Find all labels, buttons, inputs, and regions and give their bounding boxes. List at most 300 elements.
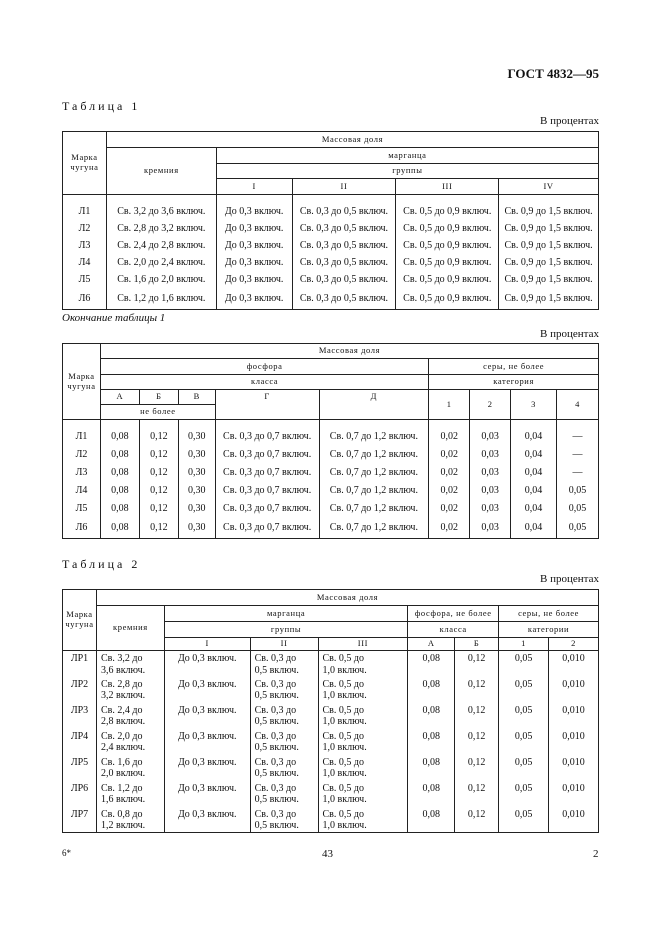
- table2-cell: [408, 807, 455, 833]
- table2-kremniya-header: кремния: [96, 606, 164, 651]
- table2-cell-line: 0,05: [514, 756, 533, 768]
- table1-group-header: I: [216, 179, 292, 195]
- table1-unit: В процентах: [540, 115, 599, 127]
- table2-cell-line: 1,0 включ.: [322, 664, 367, 676]
- table1b-cell: 0,03: [470, 464, 511, 482]
- table2-row-marka-line: ЛР3: [70, 704, 89, 716]
- table2-kremniya-cell-line: Св. 2,4 до: [100, 704, 143, 716]
- table2-kategorii-header: категории: [499, 622, 599, 638]
- table2-cell-line: 0,08: [422, 756, 441, 768]
- table2-row-marka: [63, 651, 97, 677]
- table1b-category-header: 4: [557, 390, 599, 420]
- table2-cell: [499, 807, 549, 833]
- table2-cell-line: Св. 0,5 до: [322, 704, 364, 716]
- table2-cell: [250, 729, 318, 755]
- table2-row: [63, 651, 599, 677]
- table2-row-marka-line: ЛР6: [70, 782, 89, 794]
- table2-cell-line: Св. 0,5 до: [322, 730, 364, 742]
- table2-cell-line: Св. 0,5 до: [322, 756, 364, 768]
- table2-row-marka: [63, 703, 97, 729]
- table2-row-marka: [63, 781, 97, 807]
- table2-caption: Таблица 2: [62, 557, 141, 571]
- table2-kremniya-cell-line: 1,6 включ.: [100, 794, 146, 805]
- table1b-cell: 0,30: [178, 500, 215, 518]
- table2-cell-line: 0,010: [562, 730, 585, 742]
- table2-cell-line: Св. 0,3 до: [254, 808, 297, 820]
- table2-cell-line: 0,05: [514, 653, 533, 664]
- table2-kremniya-cell-line: Св. 2,8 до: [100, 678, 143, 690]
- table1-group-header: IV: [499, 179, 599, 195]
- table2-kremniya-cell: [96, 677, 164, 703]
- table1-row: [63, 289, 599, 310]
- table1-cell: Св. 0,9 до 1,5 включ.: [499, 272, 599, 289]
- table2-cell-line: 0,05: [514, 808, 533, 820]
- table1b-cell: —: [557, 446, 599, 464]
- table2-cell: [250, 651, 318, 677]
- table1-cell: Св. 1,6 до 2,0 включ.: [106, 272, 216, 289]
- table2-marka-header: Марка чугуна: [63, 590, 97, 651]
- table2-cell-line: 0,010: [562, 808, 585, 820]
- table2-cell-line: 0,12: [467, 808, 486, 820]
- table2-unit: В процентах: [540, 573, 599, 585]
- table1b-row: [63, 482, 599, 500]
- table2-cell: [499, 651, 549, 677]
- table1b-cell: Св. 0,3 до 0,7 включ.: [215, 464, 319, 482]
- table1b-row: [63, 446, 599, 464]
- table2-cell-line: 0,12: [467, 730, 486, 742]
- table2-row: [63, 755, 599, 781]
- table2-cell-line: Св. 0,5 до: [322, 808, 364, 820]
- table2-cell: [455, 677, 499, 703]
- table2-row: [63, 729, 599, 755]
- table2-cell: [455, 807, 499, 833]
- table2-cell-line: До 0,3 включ.: [177, 653, 237, 664]
- table2-cell-line: Св. 0,3 до: [254, 756, 297, 768]
- table1b-cell: Св. 0,7 до 1,2 включ.: [319, 518, 429, 539]
- table1b-class-header: Д: [319, 390, 429, 420]
- table1b-cell: Св. 0,7 до 1,2 включ.: [319, 464, 429, 482]
- table1b-cell: 0,04: [511, 500, 557, 518]
- table2-cell: [318, 729, 408, 755]
- table1b-cell: 0,05: [557, 518, 599, 539]
- table1b-cell: 0,02: [429, 420, 470, 446]
- table2-cell: [499, 729, 549, 755]
- table2-cell-line: 0,08: [422, 808, 441, 820]
- table2-cell: [164, 755, 250, 781]
- table1-cell: До 0,3 включ.: [216, 272, 292, 289]
- table1b-cell: Св. 0,7 до 1,2 включ.: [319, 482, 429, 500]
- table1-cell: Св. 0,3 до 0,5 включ.: [292, 221, 396, 238]
- table2-cell: [250, 755, 318, 781]
- table2-cell-line: 0,5 включ.: [254, 794, 299, 805]
- table1-cell: Св. 0,9 до 1,5 включ.: [499, 255, 599, 272]
- table2-cell: [455, 729, 499, 755]
- table2-cell-line: 0,010: [562, 704, 585, 716]
- table2-cell: [164, 651, 250, 677]
- table2-cell-line: До 0,3 включ.: [177, 730, 237, 742]
- table1-row: [63, 238, 599, 255]
- table1b-cell: 0,08: [100, 446, 139, 464]
- table2-kremniya-cell: [96, 781, 164, 807]
- table1b-cell: 0,12: [139, 518, 178, 539]
- table1-cell: Св. 0,5 до 0,9 включ.: [396, 221, 499, 238]
- table2-cell: [549, 807, 599, 833]
- table2-cell-line: 0,08: [422, 704, 441, 716]
- table1-cell: Св. 0,9 до 1,5 включ.: [499, 221, 599, 238]
- table1-row: [63, 221, 599, 238]
- table1-cell: До 0,3 включ.: [216, 195, 292, 221]
- table2-cell-line: 0,12: [467, 678, 486, 690]
- table2-row-marka-line: ЛР2: [70, 678, 89, 690]
- table2-kremniya-cell-line: 3,6 включ.: [100, 664, 146, 676]
- table2-kremniya-cell: [96, 651, 164, 677]
- table2-cell-line: До 0,3 включ.: [177, 756, 237, 768]
- table1b-cell: 0,30: [178, 464, 215, 482]
- table1b-class-header: В: [178, 390, 215, 405]
- table1b-unit: В процентах: [540, 328, 599, 340]
- table1-cell: Св. 2,4 до 2,8 включ.: [106, 238, 216, 255]
- table2-cell-line: 0,5 включ.: [254, 690, 299, 701]
- table2-group-header: II: [250, 638, 318, 651]
- table2-cell: [318, 755, 408, 781]
- table1b-cell: 0,02: [429, 482, 470, 500]
- table1b-cell: 0,30: [178, 420, 215, 446]
- table2-cell: [164, 703, 250, 729]
- table2-cell: [455, 781, 499, 807]
- table1b-sery-header: серы, не более: [429, 359, 599, 375]
- table2-klassa-header: класса: [408, 622, 499, 638]
- table1b-cell: Св. 0,3 до 0,7 включ.: [215, 500, 319, 518]
- table1b-mass-header: Массовая доля: [100, 344, 598, 359]
- table1-cell: Св. 2,8 до 3,2 включ.: [106, 221, 216, 238]
- table1-cell: Св. 0,3 до 0,5 включ.: [292, 195, 396, 221]
- table1b-row-marka: Л2: [63, 446, 101, 464]
- table2-kremniya-cell-line: 2,8 включ.: [100, 716, 146, 727]
- table2-cell-line: 0,5 включ.: [254, 716, 299, 727]
- table2-cell: [549, 781, 599, 807]
- table2-cell-line: 1,0 включ.: [322, 716, 367, 727]
- table1b-marka-header: Марка чугуна: [63, 344, 101, 420]
- table2-row-marka-line: ЛР7: [70, 808, 89, 820]
- table2-cell: [499, 755, 549, 781]
- table1-group-header: III: [396, 179, 499, 195]
- table1b-cell: 0,03: [470, 482, 511, 500]
- table1-group-header: II: [292, 179, 396, 195]
- table1-body: [63, 195, 599, 310]
- table2-marganca-header: марганца: [164, 606, 407, 622]
- table2-row: [63, 677, 599, 703]
- table1b-cell: 0,03: [470, 500, 511, 518]
- table2-cell-line: Св. 0,3 до: [254, 678, 297, 690]
- table1-cell: Св. 0,9 до 1,5 включ.: [499, 238, 599, 255]
- table2-cell: [164, 807, 250, 833]
- table1b-cell: 0,12: [139, 482, 178, 500]
- table1-cell: До 0,3 включ.: [216, 289, 292, 310]
- page-number: 43: [322, 848, 333, 860]
- table2-row: [63, 781, 599, 807]
- table2-cell-line: 1,0 включ.: [322, 742, 367, 753]
- table1b-cell: 0,04: [511, 518, 557, 539]
- table2-row-marka-line: ЛР1: [70, 653, 89, 664]
- table1b-cell: 0,08: [100, 518, 139, 539]
- table1b-cell: 0,04: [511, 464, 557, 482]
- table1-marganca-header: марганца: [216, 148, 598, 164]
- table1-row-marka: Л4: [63, 255, 107, 272]
- table2-cell-line: 0,05: [514, 782, 533, 794]
- table2-cell-line: Св. 0,3 до: [254, 730, 297, 742]
- table2-cell-line: Св. 0,3 до: [254, 782, 297, 794]
- table1b-row-marka: Л4: [63, 482, 101, 500]
- table1b-row-marka: Л5: [63, 500, 101, 518]
- table1b-row: [63, 500, 599, 518]
- table1b-cell: 0,12: [139, 446, 178, 464]
- table1b-cell: 0,02: [429, 518, 470, 539]
- table2-class-header: А: [408, 638, 455, 651]
- table2-group-header: I: [164, 638, 250, 651]
- table2-kremniya-cell-line: Св. 0,8 до: [100, 808, 143, 820]
- table2-cell-line: До 0,3 включ.: [177, 808, 237, 820]
- table1b-ne-bolee-header: не более: [100, 405, 215, 420]
- sheet-number: 2: [593, 848, 599, 860]
- table2-cell: [549, 677, 599, 703]
- table2-cell: [164, 677, 250, 703]
- table2-kremniya-cell-line: 3,2 включ.: [100, 690, 146, 701]
- table1b-cell: Св. 0,3 до 0,7 включ.: [215, 420, 319, 446]
- table2: [62, 589, 599, 833]
- table1b-cell: 0,04: [511, 482, 557, 500]
- table1b-caption: Окончание таблицы 1: [62, 312, 166, 324]
- table2-cell: [318, 703, 408, 729]
- table1b-cell: Св. 0,7 до 1,2 включ.: [319, 446, 429, 464]
- table1-cell: Св. 3,2 до 3,6 включ.: [106, 195, 216, 221]
- document-header: ГОСТ 4832—95: [507, 66, 599, 81]
- table1-cell: Св. 0,3 до 0,5 включ.: [292, 289, 396, 310]
- table2-cell: [408, 651, 455, 677]
- table2-cell: [549, 755, 599, 781]
- table2-cell-line: До 0,3 включ.: [177, 782, 237, 794]
- table2-cell: [250, 677, 318, 703]
- table2-cell-line: 0,05: [514, 678, 533, 690]
- table2-cell-line: 0,5 включ.: [254, 664, 299, 676]
- table1-row-marka: Л3: [63, 238, 107, 255]
- table1b-cell: 0,03: [470, 518, 511, 539]
- table2-cell: [408, 781, 455, 807]
- table1b-class-header: Б: [139, 390, 178, 405]
- table1b-cell: 0,03: [470, 446, 511, 464]
- table2-cell: [318, 781, 408, 807]
- table2-cell-line: 1,0 включ.: [322, 768, 367, 779]
- table1-cell: Св. 2,0 до 2,4 включ.: [106, 255, 216, 272]
- table2-kremniya-cell-line: Св. 3,2 до: [100, 653, 143, 664]
- table1-cell: Св. 0,5 до 0,9 включ.: [396, 238, 499, 255]
- table2-cell-line: 0,5 включ.: [254, 820, 299, 831]
- table1b-cell: 0,08: [100, 500, 139, 518]
- table2-body: [63, 651, 599, 833]
- table2-cell-line: 1,0 включ.: [322, 690, 367, 701]
- table2-cell-line: 0,010: [562, 653, 585, 664]
- table1b-cell: 0,08: [100, 420, 139, 446]
- table2-cell-line: 0,12: [467, 704, 486, 716]
- table1-cell: Св. 0,5 до 0,9 включ.: [396, 195, 499, 221]
- table2-cell-line: Св. 0,5 до: [322, 782, 364, 794]
- table1b: [62, 343, 599, 539]
- table2-cell-line: 0,05: [514, 730, 533, 742]
- table2-cell-line: 0,010: [562, 782, 585, 794]
- table2-cell-line: 0,08: [422, 730, 441, 742]
- table1b-category-header: 1: [429, 390, 470, 420]
- table2-cell: [250, 781, 318, 807]
- table1b-category-header: 3: [511, 390, 557, 420]
- table1-row-marka: Л6: [63, 289, 107, 310]
- table1b-kategoriya-header: категория: [429, 375, 599, 390]
- table2-cell-line: 0,010: [562, 678, 585, 690]
- table2-cell-line: 0,08: [422, 782, 441, 794]
- table2-category-header: 2: [549, 638, 599, 651]
- table1b-row: [63, 518, 599, 539]
- table2-kremniya-cell-line: 2,4 включ.: [100, 742, 146, 753]
- table2-kremniya-cell-line: Св. 2,0 до: [100, 730, 143, 742]
- table2-cell-line: До 0,3 включ.: [177, 678, 237, 690]
- table2-kremniya-cell-line: 1,2 включ.: [100, 820, 146, 831]
- table1-cell: Св. 0,9 до 1,5 включ.: [499, 289, 599, 310]
- table2-category-header: 1: [499, 638, 549, 651]
- table2-cell-line: 0,08: [422, 653, 441, 664]
- table1b-cell: 0,30: [178, 518, 215, 539]
- table2-cell-line: Св. 0,5 до: [322, 653, 364, 664]
- table1b-cell: Св. 0,7 до 1,2 включ.: [319, 420, 429, 446]
- table1b-cell: 0,02: [429, 446, 470, 464]
- table2-row-marka: [63, 807, 97, 833]
- table1b-cell: Св. 0,3 до 0,7 включ.: [215, 482, 319, 500]
- table1-row-marka: Л1: [63, 195, 107, 221]
- table2-gruppy-header: группы: [164, 622, 407, 638]
- table1-cell: Св. 0,9 до 1,5 включ.: [499, 195, 599, 221]
- table2-cell-line: 0,010: [562, 756, 585, 768]
- table2-cell: [499, 677, 549, 703]
- table1b-cell: 0,04: [511, 446, 557, 464]
- table2-cell-line: 0,08: [422, 678, 441, 690]
- table2-cell-line: 0,5 включ.: [254, 742, 299, 753]
- table1-cell: До 0,3 включ.: [216, 255, 292, 272]
- table1-cell: Св. 0,3 до 0,5 включ.: [292, 255, 396, 272]
- table2-cell: [549, 729, 599, 755]
- table1-row: [63, 195, 599, 221]
- table1-cell: До 0,3 включ.: [216, 238, 292, 255]
- table1-cell: Св. 0,5 до 0,9 включ.: [396, 289, 499, 310]
- table1b-class-header: А: [100, 390, 139, 405]
- footer-mark: 6*: [62, 848, 71, 858]
- table1-cell: Св. 0,5 до 0,9 включ.: [396, 272, 499, 289]
- table1b-category-header: 2: [470, 390, 511, 420]
- table1b-row-marka: Л1: [63, 420, 101, 446]
- table1b-cell: 0,03: [470, 420, 511, 446]
- table2-cell: [549, 703, 599, 729]
- table2-cell-line: Св. 0,3 до: [254, 653, 297, 664]
- table2-cell-line: Св. 0,3 до: [254, 704, 297, 716]
- table1b-cell: 0,02: [429, 500, 470, 518]
- table1b-klassa-header: класса: [100, 375, 428, 390]
- table2-sery-header: серы, не более: [499, 606, 599, 622]
- table2-cell-line: 0,05: [514, 704, 533, 716]
- table1: [62, 131, 599, 310]
- table1-marka-header: Марка чугуна: [63, 132, 107, 195]
- table1-cell: Св. 1,2 до 1,6 включ.: [106, 289, 216, 310]
- table1b-row-marka: Л3: [63, 464, 101, 482]
- table1b-cell: —: [557, 420, 599, 446]
- table2-row: [63, 703, 599, 729]
- table2-cell: [318, 807, 408, 833]
- table2-mass-header: Массовая доля: [96, 590, 598, 606]
- table2-class-header: Б: [455, 638, 499, 651]
- table2-cell: [455, 703, 499, 729]
- table1-row-marka: Л5: [63, 272, 107, 289]
- table1-caption: Таблица 1: [62, 99, 141, 113]
- table2-cell: [499, 781, 549, 807]
- table2-row-marka: [63, 755, 97, 781]
- table1b-cell: 0,12: [139, 500, 178, 518]
- table2-kremniya-cell: [96, 729, 164, 755]
- table1b-cell: 0,05: [557, 482, 599, 500]
- table1b-cell: Св. 0,7 до 1,2 включ.: [319, 500, 429, 518]
- table1b-row-marka: Л6: [63, 518, 101, 539]
- table1b-cell: 0,12: [139, 420, 178, 446]
- table2-row-marka: [63, 729, 97, 755]
- table2-cell: [455, 755, 499, 781]
- table2-cell: [549, 651, 599, 677]
- table1-gruppy-header: группы: [216, 164, 598, 179]
- table2-kremniya-cell-line: Св. 1,2 до: [100, 782, 143, 794]
- table2-cell-line: 0,12: [467, 653, 486, 664]
- table2-cell: [318, 651, 408, 677]
- table1b-cell: 0,30: [178, 446, 215, 464]
- table2-cell: [250, 703, 318, 729]
- table1-cell: До 0,3 включ.: [216, 221, 292, 238]
- table1-row-marka: Л2: [63, 221, 107, 238]
- table2-kremniya-cell-line: Св. 1,6 до: [100, 756, 143, 768]
- table2-cell: [164, 729, 250, 755]
- table2-cell: [408, 677, 455, 703]
- table1-cell: Св. 0,5 до 0,9 включ.: [396, 255, 499, 272]
- table2-cell-line: 1,0 включ.: [322, 794, 367, 805]
- table2-cell: [408, 729, 455, 755]
- table2-row-marka-line: ЛР4: [70, 730, 89, 742]
- table1-row: [63, 255, 599, 272]
- table1b-cell: 0,05: [557, 500, 599, 518]
- table2-cell-line: 1,0 включ.: [322, 820, 367, 831]
- table1b-cell: 0,08: [100, 464, 139, 482]
- table2-kremniya-cell: [96, 703, 164, 729]
- table1b-cell: Св. 0,3 до 0,7 включ.: [215, 446, 319, 464]
- table1b-body: [63, 420, 599, 539]
- table1-cell: Св. 0,3 до 0,5 включ.: [292, 238, 396, 255]
- table2-cell: [408, 755, 455, 781]
- table1b-cell: Св. 0,3 до 0,7 включ.: [215, 518, 319, 539]
- table1b-row: [63, 464, 599, 482]
- table1b-cell: 0,04: [511, 420, 557, 446]
- table2-row-marka-line: ЛР5: [70, 756, 89, 768]
- table2-kremniya-cell: [96, 807, 164, 833]
- table1b-class-header: Г: [215, 390, 319, 420]
- table2-kremniya-cell-line: 2,0 включ.: [100, 768, 146, 779]
- table1-cell: Св. 0,3 до 0,5 включ.: [292, 272, 396, 289]
- table2-cell: [408, 703, 455, 729]
- table2-row-marka: [63, 677, 97, 703]
- table2-cell: [318, 677, 408, 703]
- table2-cell: [499, 703, 549, 729]
- table1b-cell: —: [557, 464, 599, 482]
- table2-cell: [164, 781, 250, 807]
- table1b-cell: 0,12: [139, 464, 178, 482]
